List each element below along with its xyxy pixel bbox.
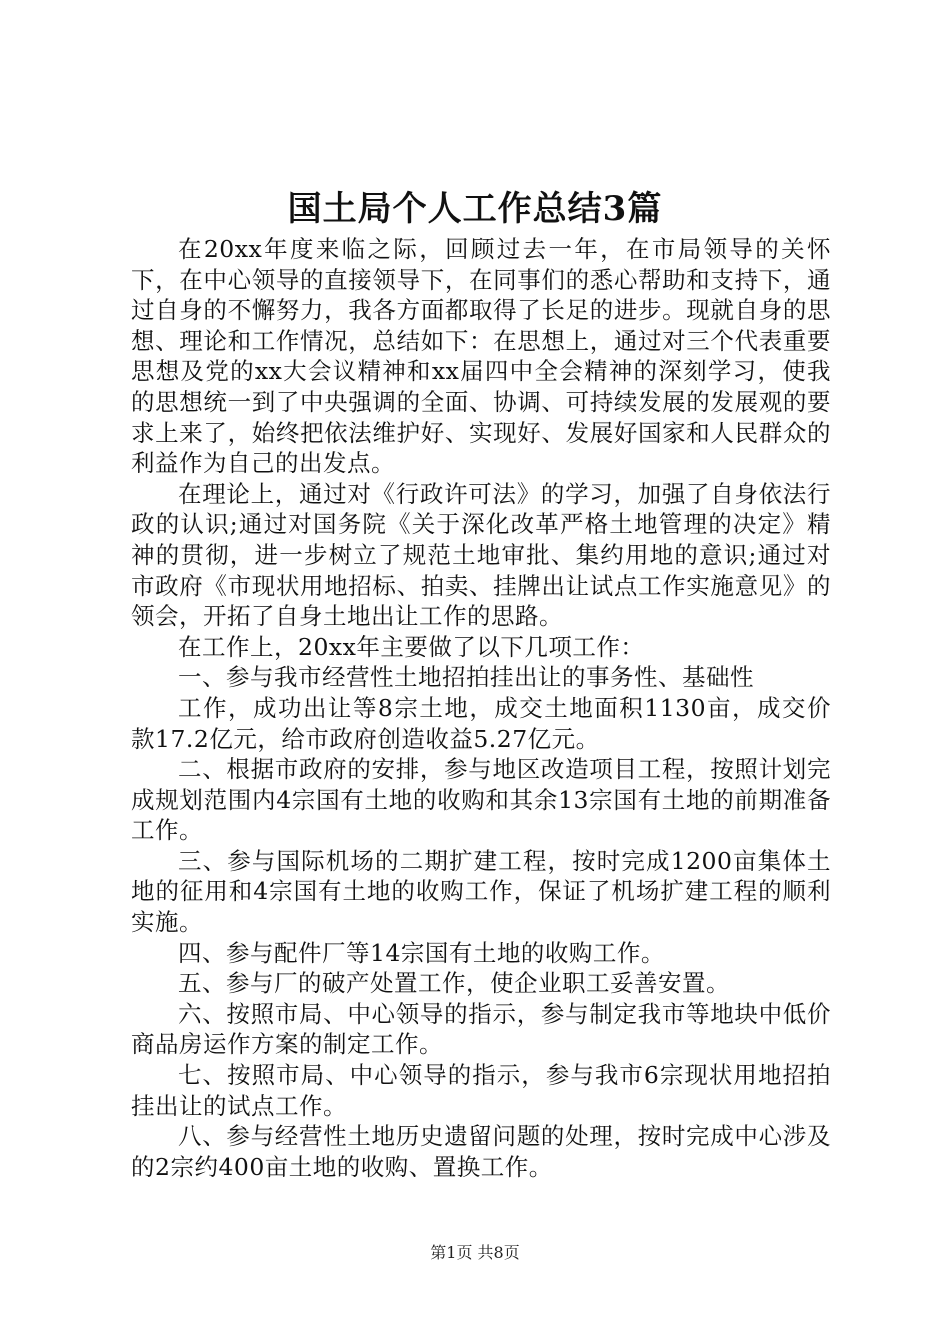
document-body bbox=[131, 234, 831, 1182]
paragraph-work-intro: 在工作上，20xx年主要做了以下几项工作： bbox=[178, 632, 645, 661]
paragraph-item-1-cont: 工作，成功出让等8宗土地，成交土地面积1130亩，成交价款17.2亿元，给市政府创造收益5.27亿元。 bbox=[131, 693, 831, 753]
document-title: 国土局个人工作总结3篇 bbox=[287, 189, 663, 229]
paragraph-item-5: 五、参与厂的破产处置工作，使企业职工妥善安置。 bbox=[178, 969, 730, 998]
page-footer: 第1页 共8页 bbox=[430, 1243, 520, 1262]
paragraph-item-7: 七、按照市局、中心领导的指示，参与我市6宗现状用地招拍挂出让的试点工作。 bbox=[131, 1061, 831, 1120]
paragraph-item-4: 四、参与配件厂等14宗国有土地的收购工作。 bbox=[178, 938, 665, 967]
paragraph-item-1: 一、参与我市经营性土地招拍挂出让的事务性、基础性 bbox=[178, 663, 754, 692]
paragraph-theory: 在理论上，通过对《行政许可法》的学习，加强了自身依法行政的认识;通过对国务院《关于深化改革严格土地管理的决定》精神的贯彻，进一步树立了规范土地审批、集约用地的意识;通过对市政府《市现状用地招标、拍卖、挂牌出让试点工作实施意见》的领会，开拓了自身土地出让工作的思路。 bbox=[131, 479, 831, 631]
paragraph-item-3: 三、参与国际机场的二期扩建工程，按时完成1200亩集体土地的征用和4宗国有土地的收购工作，保证了机场扩建工程的顺利实施。 bbox=[131, 846, 831, 937]
paragraph-item-2: 二、根据市政府的安排，参与地区改造项目工程，按照计划完成规划范围内4宗国有土地的收购和其余13宗国有土地的前期准备工作。 bbox=[131, 755, 831, 845]
paragraph-intro: 在20xx年度来临之际，回顾过去一年，在市局领导的关怀下，在中心领导的直接领导下，在同事们的悉心帮助和支持下，通过自身的不懈努力，我各方面都取得了长足的进步。现就自身的思想、理论和工作情况，总结如下：在思想上，通过对三个代表重要思想及党的xx大会议精神和xx届四中全会精神的深刻学习，使我的思想统一到了中央强调的全面、协调、可持续发展的发展观的要求上来了，始终把依法维护好、实现好、发展好国家和人民群众的利益作为自己的出发点。 bbox=[131, 235, 831, 478]
paragraph-item-8: 八、参与经营性土地历史遗留问题的处理，按时完成中心涉及的2宗约400亩土地的收购、置换工作。 bbox=[131, 1122, 831, 1181]
paragraph-item-6: 六、按照市局、中心领导的指示，参与制定我市等地块中低价商品房运作方案的制定工作。 bbox=[131, 999, 831, 1059]
